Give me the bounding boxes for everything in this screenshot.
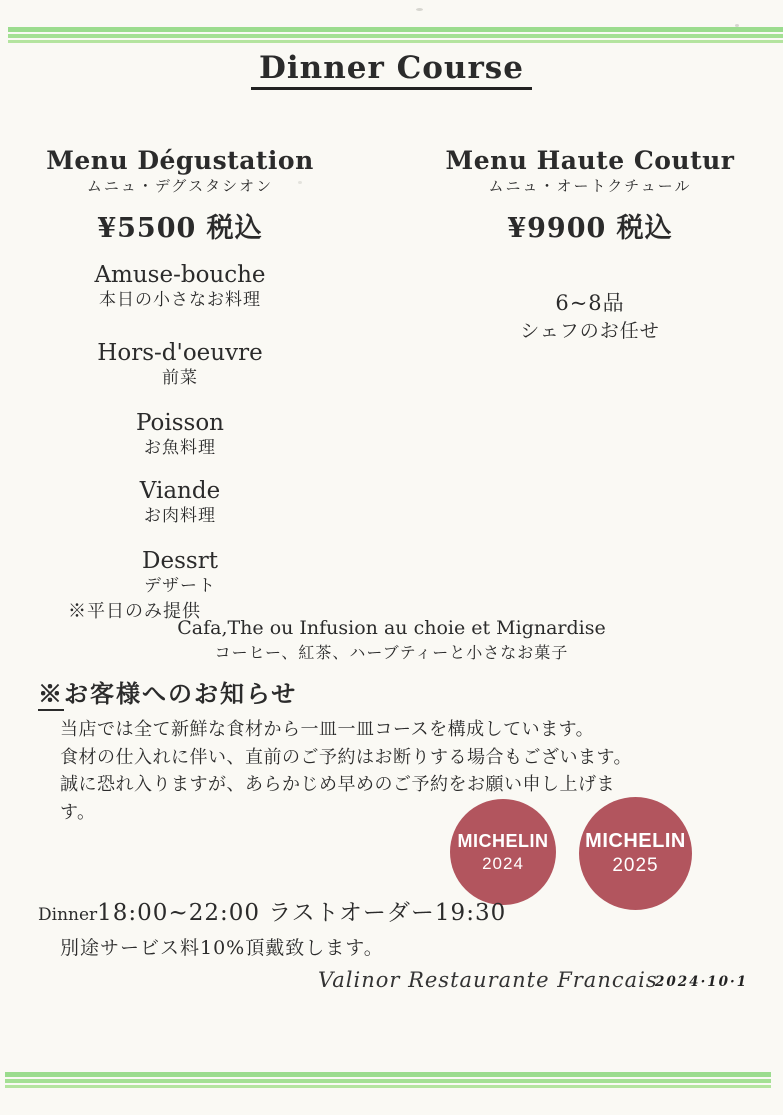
menu-degustation-name-ja: ムニュ・デグスタシオン bbox=[86, 177, 274, 195]
course-dessert bbox=[30, 548, 330, 598]
page-title-wrap bbox=[0, 50, 783, 90]
course-name-fr: Dessrt bbox=[142, 548, 218, 574]
course-name-fr: Amuse-bouche bbox=[94, 262, 266, 288]
notice-line: 誠に恐れ入りますが、あらかじめ早めのご予約をお願い申し上げます。 bbox=[60, 774, 615, 823]
top-green-border bbox=[8, 27, 783, 43]
haute-chefs-choice: シェフのお任せ bbox=[520, 320, 660, 342]
course-poisson bbox=[30, 410, 330, 460]
menu-haute-name: Menu Haute Coutur bbox=[445, 146, 735, 175]
notice-line: 当店では全て新鮮な食材から一皿一皿コースを構成しています。 bbox=[60, 719, 595, 740]
page-title: Dinner Course bbox=[251, 50, 532, 90]
michelin-2024-badge bbox=[450, 799, 556, 905]
dinner-time: 18:00~22:00 ラストオーダー19:30 bbox=[97, 900, 507, 926]
restaurant-signature: Valinor Restaurante Francais bbox=[318, 968, 658, 992]
notice-line: 食材の仕入れに伴い、直前のご予約はお断りする場合もございます。 bbox=[60, 746, 633, 768]
coffee-mignardise-block bbox=[0, 615, 783, 665]
coffee-line-ja: コーヒー、紅茶、ハーブティーと小さなお菓子 bbox=[214, 643, 569, 662]
michelin-year-label: 2025 bbox=[612, 855, 659, 876]
menu-haute-couture-column bbox=[440, 146, 740, 344]
course-name-fr: Hors-d'oeuvre bbox=[97, 340, 263, 366]
bottom-green-border bbox=[5, 1072, 771, 1088]
customer-notice bbox=[38, 678, 638, 826]
michelin-2025-badge bbox=[579, 797, 692, 910]
notice-body bbox=[60, 716, 638, 826]
menu-degustation-name: Menu Dégustation bbox=[46, 146, 314, 175]
menu-haute-name-ja: ムニュ・オートクチュール bbox=[488, 177, 692, 195]
coffee-line-fr: Cafa,The ou Infusion au choie et Mignardise bbox=[177, 617, 606, 639]
michelin-brand-label: MICHELIN bbox=[457, 830, 549, 851]
menu-haute-price: ¥9900 税込 bbox=[507, 213, 673, 244]
course-name-fr: Viande bbox=[139, 478, 221, 504]
dinner-label: Dinner bbox=[38, 905, 98, 925]
michelin-brand-label: MICHELIN bbox=[585, 830, 686, 852]
course-hors-doeuvre bbox=[30, 340, 330, 390]
dinner-hours-line bbox=[38, 894, 506, 927]
document-date: 2024·10·1 bbox=[655, 974, 749, 990]
dinner-hours-block bbox=[38, 894, 506, 960]
menu-degustation-column bbox=[30, 146, 330, 624]
michelin-year-label: 2024 bbox=[482, 853, 524, 873]
course-name-ja: 前菜 bbox=[162, 368, 198, 388]
course-name-fr: Poisson bbox=[135, 410, 224, 436]
notice-reference-mark: ※ bbox=[38, 679, 64, 711]
notice-heading-text: お客様へのお知らせ bbox=[64, 679, 298, 708]
haute-courses-count: 6~8品 bbox=[555, 291, 625, 315]
notice-heading bbox=[38, 678, 638, 710]
scan-artifact bbox=[735, 24, 739, 27]
menu-degustation-price: ¥5500 税込 bbox=[97, 213, 263, 244]
course-name-ja: お肉料理 bbox=[144, 506, 216, 526]
course-name-ja: 本日の小さなお料理 bbox=[99, 290, 261, 310]
scan-artifact bbox=[416, 8, 423, 11]
course-amuse-bouche bbox=[30, 262, 330, 312]
course-name-ja: お魚料理 bbox=[144, 438, 216, 458]
course-name-ja: デザート bbox=[144, 576, 216, 596]
course-viande bbox=[30, 478, 330, 528]
service-charge-note: 別途サービス料10%頂戴致します。 bbox=[60, 937, 384, 959]
weekday-only-note: ※平日のみ提供 bbox=[68, 601, 201, 622]
